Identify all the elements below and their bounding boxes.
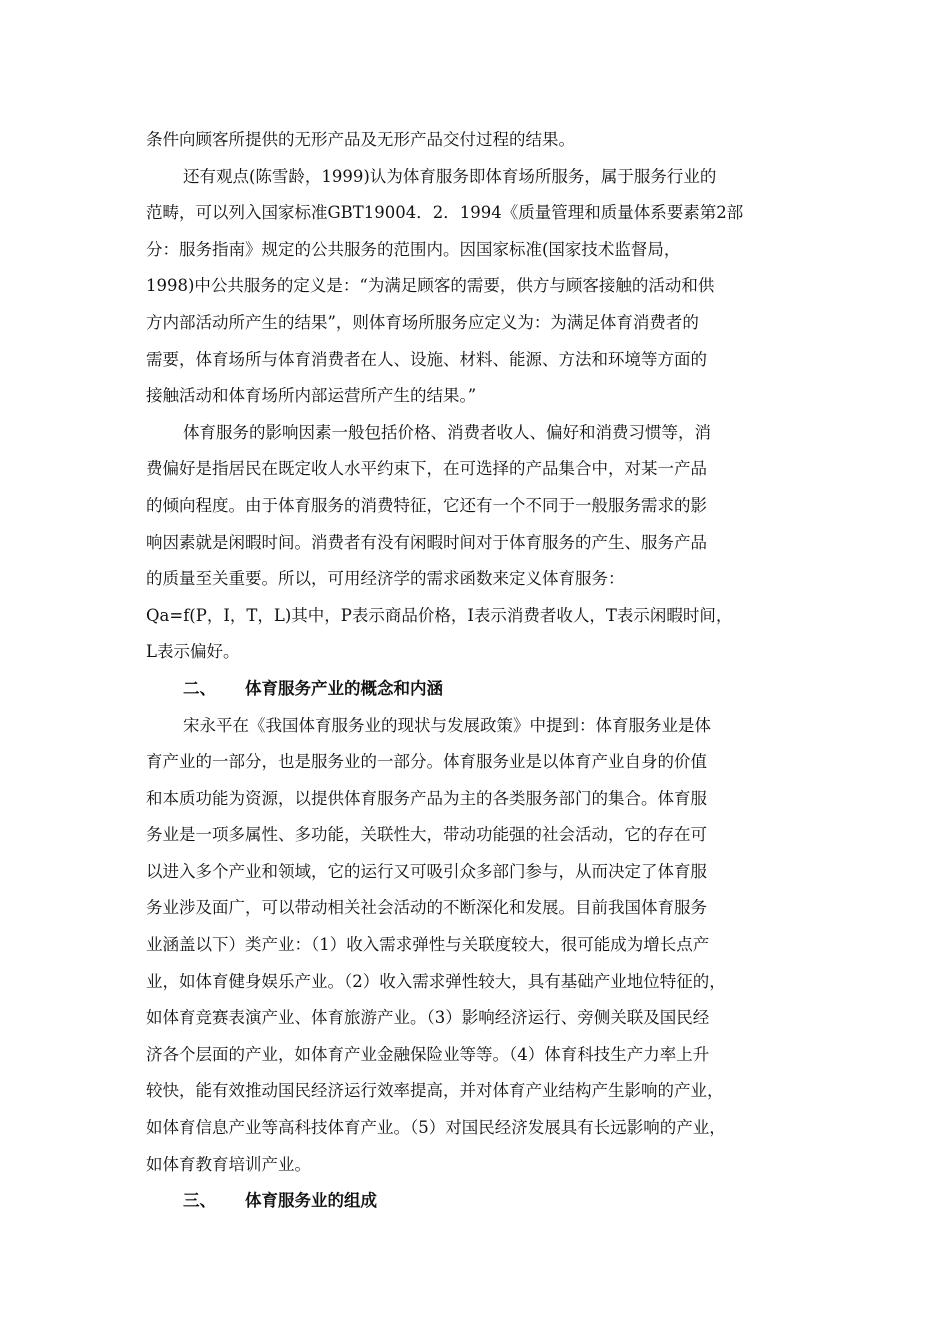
text-line: 育产业的一部分，也是服务业的一部分。体育服务业是以体育产业自身的价值 — [146, 752, 707, 772]
text-line: 需要，体育场所与体育消费者在人、设施、材料、能源、方法和环境等方面的 — [146, 349, 707, 369]
section-title: 体育服务产业的概念和内涵 — [245, 678, 443, 698]
text-line: 如体育信息产业等高科技体育产业。（5）对国民经济发展具有长远影响的产业， — [146, 1118, 726, 1138]
text-line: 体育服务的影响因素一般包括价格、消费者收人、偏好和消费习惯等，消 — [183, 422, 711, 442]
text-line: 济各个层面的产业，如体育产业金融保险业等等。（4）体育科技生产力率上升 — [146, 1044, 710, 1064]
text-line: 接触活动和体育场所内部运营所产生的结果。” — [146, 386, 477, 406]
text-line: 业，如体育健身娱乐产业。（2）收入需求弹性较大，具有基础产业地位特征的， — [146, 971, 726, 991]
text-line: 业涵盖以下）类产业：（1）收入需求弹性与关联度较大，很可能成为增长点产 — [146, 935, 710, 955]
section-number: 三、 — [183, 1191, 216, 1211]
text-line: 的倾向程度。由于体育服务的消费特征，它还有一个不同于一般服务需求的影 — [146, 495, 707, 515]
text-line: Qa=f(P，I，T，L)其中，P表示商品价格，I表示消费者收人，T表示闲暇时间， — [146, 605, 733, 625]
text-line: 响因素就是闲暇时间。消费者有没有闲暇时间对于体育服务的产生、服务产品 — [146, 532, 707, 552]
text-line: 1998)中公共服务的定义是：“为满足顾客的需要，供方与顾客接触的活动和供 — [146, 276, 715, 296]
text-line: 方内部活动所产生的结果”，则体育场所服务应定义为：为满足体育消费者的 — [146, 312, 699, 332]
text-line: 以进入多个产业和领域，它的运行又可吸引众多部门参与，从而决定了体育服 — [146, 861, 707, 881]
section-heading-3 — [146, 1183, 806, 1220]
text-line: 范畴，可以列入国家标准GBT19004．2．1994《质量管理和质量体系要素第2部 — [146, 203, 744, 223]
text-line: 务业涉及面广，可以带动相关社会活动的不断深化和发展。目前我国体育服务 — [146, 898, 707, 918]
text-line: 宋永平在《我国体育服务业的现状与发展政策》中提到：体育服务业是体 — [183, 715, 711, 735]
text-line: 费偏好是指居民在既定收人水平约束下，在可选择的产品集合中，对某一产品 — [146, 459, 707, 479]
document-body — [146, 122, 806, 1220]
text-line: L表示偏好。 — [146, 642, 240, 662]
text-line: 和本质功能为资源，以提供体育服务产品为主的各类服务部门的集合。体育服 — [146, 788, 707, 808]
section-number: 二、 — [183, 678, 216, 698]
section-heading-2 — [146, 671, 806, 708]
text-line: 的质量至关重要。所以，可用经济学的需求函数来定义体育服务： — [146, 569, 625, 589]
text-line: 较快，能有效推动国民经济运行效率提高，并对体育产业结构产生影响的产业， — [146, 1081, 724, 1101]
text-line: 如体育教育培训产业。 — [146, 1154, 311, 1174]
text-line: 如体育竞赛表演产业、体育旅游产业。（3）影响经济运行、旁侧关联及国民经 — [146, 1008, 710, 1028]
text-line: 务业是一项多属性、多功能，关联性大，带动功能强的社会活动，它的存在可 — [146, 825, 707, 845]
text-line: 分：服务指南》规定的公共服务的范围内。因国家标准(国家技术监督局， — [146, 239, 681, 259]
text-line: 条件向顾客所提供的无形产品及无形产品交付过程的结果。 — [146, 130, 575, 149]
section-title: 体育服务业的组成 — [245, 1191, 377, 1211]
text-line: 还有观点(陈雪龄，1999)认为体育服务即体育场所服务，属于服务行业的 — [183, 166, 717, 186]
